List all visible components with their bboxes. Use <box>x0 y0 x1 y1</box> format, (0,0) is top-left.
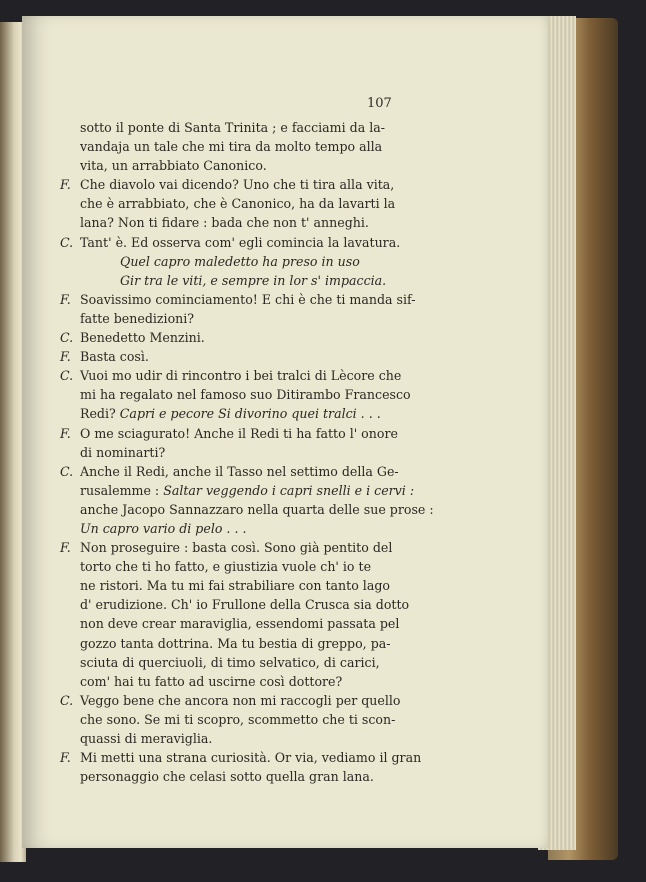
dialogue-entry <box>60 347 422 366</box>
text-line: non deve crear maraviglia, essendomi passata pel <box>80 616 400 632</box>
text-line: fatte benedizioni? <box>80 310 195 326</box>
text-line: gozzo tanta dottrina. Ma tu bestia di greppo, pa- <box>80 635 391 651</box>
speaker-label: F. <box>60 291 71 307</box>
text-line: Benedetto Menzini. <box>80 330 205 346</box>
text-line: rusalemme : <box>80 482 160 498</box>
page-text <box>60 118 434 786</box>
text-line: Veggo bene che ancora non mi raccogli per quello <box>80 692 401 708</box>
speaker-label: F. <box>60 540 71 556</box>
speaker-label: C. <box>60 692 74 708</box>
verse-line: Quel capro maledetto ha preso in uso <box>120 253 360 269</box>
dialogue-entry <box>60 366 422 423</box>
page-number: 107 <box>367 96 392 111</box>
speaker-label: C. <box>60 463 74 479</box>
quotation: Saltar veggendo i capri snelli e i cervi : <box>163 482 415 498</box>
text-line: ne ristori. Ma tu mi fai strabiliare con tanto lago <box>80 578 390 594</box>
text-line: torto che ti ho fatto, e giustizia vuole ch' io te <box>80 559 372 575</box>
text-line: quassi di meraviglia. <box>80 731 213 746</box>
dialogue-entry <box>60 290 422 328</box>
dialogue-entry <box>60 748 422 786</box>
text-line: Soavissimo cominciamento! E chi è che ti manda sif- <box>80 291 416 307</box>
text-line: Che diavolo vai dicendo? Uno che ti tira alla vita, <box>80 177 395 193</box>
text-line: Basta così. <box>80 349 149 365</box>
text-line: Non proseguire : basta così. Sono già pentito del <box>80 540 393 556</box>
speaker-label: C. <box>60 330 74 346</box>
dialogue-entry <box>60 691 422 748</box>
dialogue-entry <box>60 175 422 232</box>
speaker-label: F. <box>60 177 71 193</box>
text-line: Tant' è. Ed osserva com' egli comincia la lavatura. <box>80 234 401 250</box>
text-line: mi ha regalato nel famoso suo Ditirambo Francesco <box>80 387 411 403</box>
dialogue-entry <box>60 328 422 347</box>
quotation: Un capro vario di pelo . . . <box>80 520 247 536</box>
text-line: vandaja un tale che mi tira da molto tempo alla <box>80 139 383 155</box>
text-line: Anche il Redi, anche il Tasso nel settimo della Ge- <box>80 463 399 479</box>
dialogue-entry <box>60 233 422 290</box>
text-line: che sono. Se mi ti scopro, scommetto che ti scon- <box>80 711 396 727</box>
text-line: Mi metti una strana curiosità. Or via, vediamo il gran <box>80 750 422 766</box>
speaker-label: F. <box>60 425 71 441</box>
text-line: di nominarti? <box>80 444 166 460</box>
speaker-label: C. <box>60 234 74 250</box>
dialogue-entry <box>60 538 422 691</box>
dialogue-entry <box>60 462 434 538</box>
text-line: d' erudizione. Ch' io Frullone della Crusca sia dotto <box>80 597 410 613</box>
dialogue-entry <box>60 118 422 175</box>
text-line: sciuta di querciuoli, di timo selvatico, di carici, <box>80 654 380 670</box>
text-line: Vuoi mo udir di rincontro i bei tralci di Lècore che <box>80 368 402 384</box>
text-line: lana? Non ti fidare : bada che non t' anneghi. <box>80 215 369 231</box>
text-line: anche Jacopo Sannazzaro nella quarta delle sue prose : <box>80 501 434 517</box>
text-line: O me sciagurato! Anche il Redi ti ha fatto l' onore <box>80 425 398 441</box>
speaker-label: C. <box>60 368 74 384</box>
dialogue-entry <box>60 424 422 462</box>
text-line: personaggio che celasi sotto quella gran lana. <box>80 769 374 785</box>
quotation: Capri e pecore Si divorino quei tralci . . . <box>119 406 381 422</box>
verse-line: Gir tra le viti, e sempre in lor s' impaccia. <box>120 272 387 288</box>
speaker-label: F. <box>60 349 71 365</box>
text-line: Redi? <box>80 406 116 422</box>
speaker-label: F. <box>60 750 71 766</box>
text-line: che è arrabbiato, che è Canonico, ha da lavarti la <box>80 196 396 212</box>
text-line: sotto il ponte di Santa Trinita ; e facciami da la- <box>80 120 386 135</box>
text-line: com' hai tu fatto ad uscirne così dottore? <box>80 673 343 689</box>
text-line: vita, un arrabbiato Canonico. <box>80 158 267 174</box>
